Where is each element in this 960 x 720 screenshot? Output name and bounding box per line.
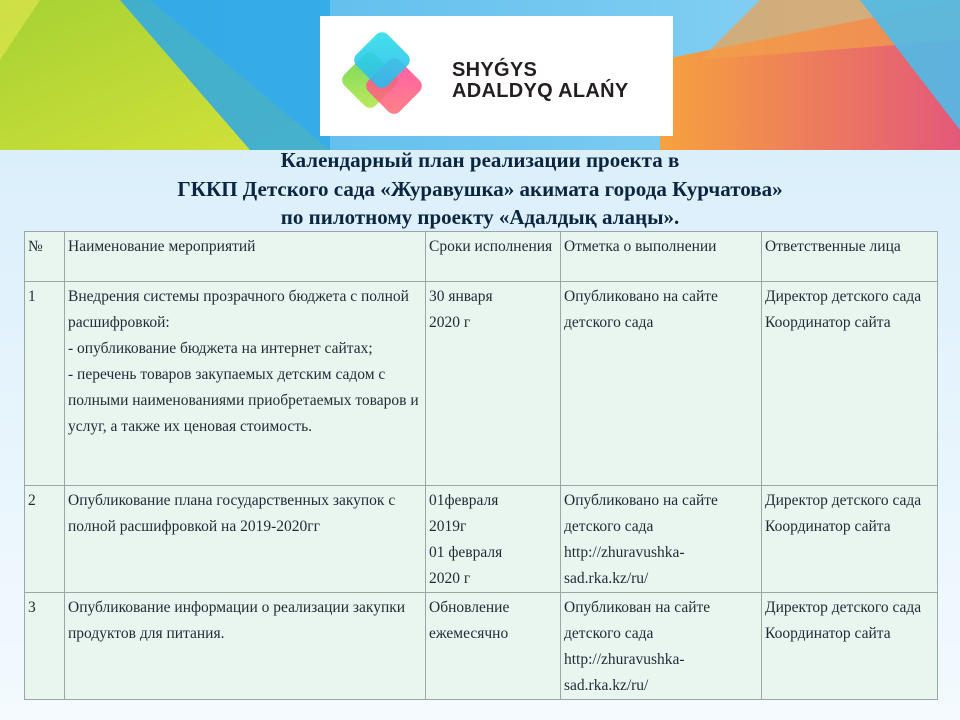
page-title: [0, 146, 960, 232]
logo-wordmark: [452, 60, 629, 102]
row-number: 2: [25, 486, 65, 593]
plan-table: [24, 231, 938, 700]
row-activity: Опубликование информации о реализации закупки продуктов для питания.: [65, 593, 426, 700]
title-line-2: ГККП Детского сада «Журавушка» акимата города Курчатова»: [177, 176, 783, 201]
row-deadline: 01февраля 2019г 01 февраля 2020 г: [426, 486, 561, 593]
logo-line-2: ADALDYQ ALAŃY: [452, 80, 629, 102]
row-deadline: Обновление ежемесячно: [426, 593, 561, 700]
header-responsible: Ответственные лица: [762, 232, 938, 282]
diamond-logo-icon: [330, 24, 440, 128]
row-status: Опубликовано на сайте детского сада http://zhuravushka-sad.rka.kz/ru/: [561, 486, 762, 593]
row-activity: Внедрения системы прозрачного бюджета с полной расшифровкой: - опубликование бюджета на интернет сайтах; - перечень товаров закупаемых детским садом с полными наименованиями приобретаемых товаров и услуг, а также их ценовая стоимость.: [65, 282, 426, 486]
row-deadline: 30 января 2020 г: [426, 282, 561, 486]
header-number: №: [25, 232, 65, 282]
table-row: [25, 282, 938, 486]
table-row: [25, 486, 938, 593]
title-line-3: по пилотному проекту «Адалдық алаңы».: [280, 205, 680, 229]
table-header-row: [25, 232, 938, 282]
table-row: [25, 593, 938, 700]
header-status: Отметка о выполнении: [561, 232, 762, 282]
logo: [320, 16, 673, 136]
row-number: 3: [25, 593, 65, 700]
row-activity: Опубликование плана государственных закупок с полной расшифровкой на 2019-2020гг: [65, 486, 426, 593]
header-deadline: Сроки исполнения: [426, 232, 561, 282]
header-activity: Наименование мероприятий: [65, 232, 426, 282]
row-status: Опубликован на сайте детского сада http://zhuravushka-sad.rka.kz/ru/: [561, 593, 762, 700]
row-status: Опубликовано на сайте детского сада: [561, 282, 762, 486]
title-line-1: Календарный план реализации проекта в: [280, 148, 680, 172]
row-responsible: Директор детского сада Координатор сайта: [762, 282, 938, 486]
logo-line-1: SHYǴYS: [452, 59, 538, 81]
row-responsible: Директор детского сада Координатор сайта: [762, 486, 938, 593]
row-responsible: Директор детского сада Координатор сайта: [762, 593, 938, 700]
row-number: 1: [25, 282, 65, 486]
